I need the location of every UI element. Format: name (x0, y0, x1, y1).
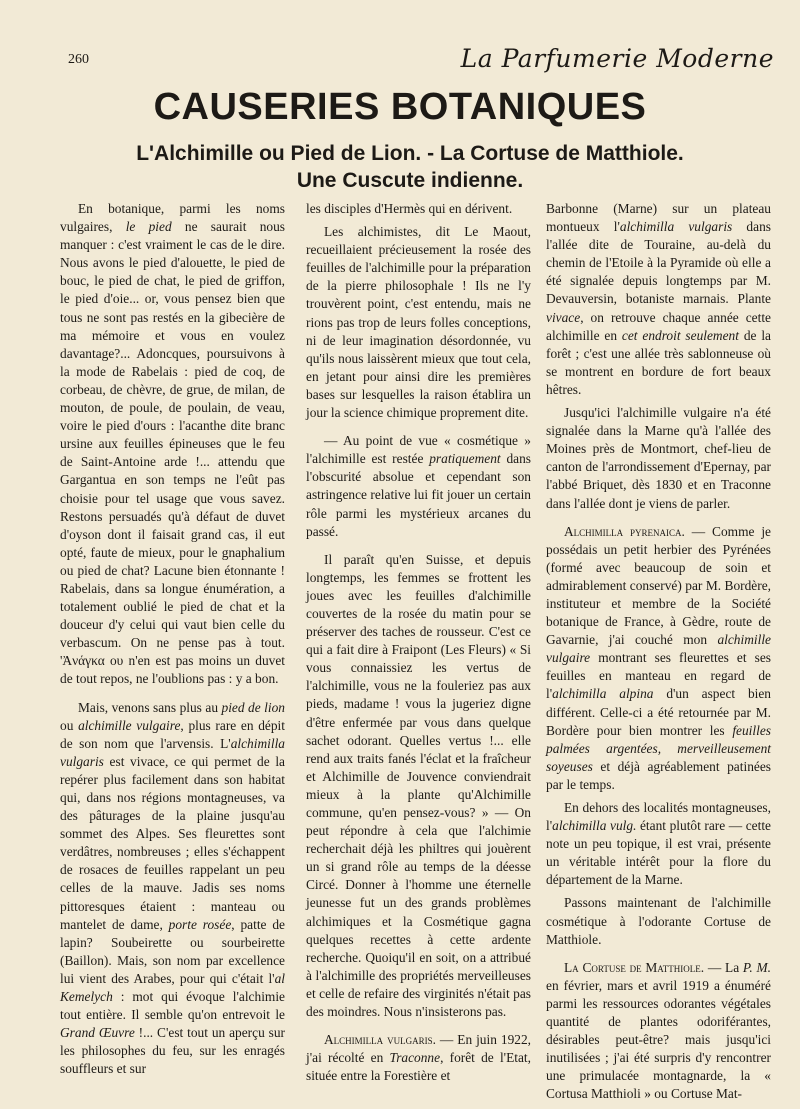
column-1 (60, 200, 285, 1084)
page-number: 260 (68, 52, 89, 67)
paragraph: Passons maintenant de l'alchimille cosmétique à l'odorante Cortuse de Matthiole. (546, 895, 771, 947)
column-2 (306, 200, 531, 1090)
paragraph: Il paraît qu'en Suisse, et depuis longtemps, les femmes se frottent les joues avec les feuilles d'alchimille couvertes de la rosée du matin pour se préserver des taches de rousseur. C'est ce qui a fait dire à Fraipont (Les Fleurs) « Si vous connaissiez les vertus de l'alchimille, vous ne la fouleriez pas aux pieds, madame ! vous la jugeriez digne d'être enfermée par vous dans quelque sachet odorant. Quelles vertus !... elle rend aux traits fanés l'éclat et la fraîcheur et Alchimille de Jouvence conviendrait mieux à la plante qu'Alchimille commune, qu'en pensez-vous? » — On peut répondre à cela que l'alchimie recherchait déjà les philtres qui jouèrent un si grand rôle au temps de la déesse Circé. Donner à l'homme une éternelle jeunesse fut un des grands problèmes alchimiques et la Cosmétique gagna quelques recettes à cette ardente recherche. Quoiqu'il en soit, on a attribué à l'alchimille des propriétés merveilleuses et celle de refaire des virginités n'était pas des moindres. Nous n'insisterons pas. (306, 551, 531, 1020)
journal-name: La Parfumerie Moderne (460, 44, 774, 73)
paragraph: Alchimilla vulgaris. — En juin 1922, j'ai récolté en Traconne, forêt de l'Etat, située entre la Forestière et (306, 1032, 531, 1084)
paragraph: Alchimilla pyrenaica. — Comme je possédais un petit herbier des Pyrénées (formé avec beaucoup de soin et admirablement conservé) par M. Bordère, instituteur et membre de la Société botanique de France, à Gèdre, route de Gavarnie, j'ai couché mon alchimille vulgaire montrant ses fleurettes et ses feuilles en manteau en regard de l'alchimilla alpina d'un aspect bien différent. Celle-ci a été retournée par M. Bordère pour bien montrer les feuilles palmées argentées, merveilleusement soyeuses et déjà agréablement patinées par le temps. (546, 523, 771, 792)
paragraph: les disciples d'Hermès qui en dérivent. (306, 201, 513, 216)
paragraph: Jusqu'ici l'alchimille vulgaire n'a été signalée dans la Marne qu'à l'allée des Moines près de Montmort, chef-lieu de canton de l'arrondissement d'Epernay, par l'abbé Briquet, dès 1830 et en Traconne dans l'allée dont je viens de parler. (546, 405, 771, 511)
paragraph: La Cortuse de Matthiole. — La P. M. en février, mars et avril 1919 a énuméré parmi les ressources odorantes végétales quantité de plantes odoriférantes, désirables peut-être? mais jusqu'ici inutilisées ; j'ai été surpris d'y rencontrer une primulacée montagnarde, la « Cortusa Matthioli » ou Cortuse Mat- (546, 959, 771, 1102)
column-3 (546, 200, 771, 1109)
paragraph: Les alchimistes, dit Le Maout, recueillaient précieusement la rosée des feuilles de l'alchimille pour la préparation de la pierre philosophale ! Ils ne l'y trouvèrent point, c'est entendu, mais ne rions pas trop de leurs folles conceptions, ni de leur imagination désordonnée, vu qu'ils nous laissèrent mieux que tout cela, en jetant pour ainsi dire les premières bases sur lesquelles la raison établira un jour la science chimique proprement dite. (306, 224, 531, 421)
subtitle-line-2: Une Cuscute indienne. (296, 169, 524, 192)
paragraph: En dehors des localités montagneuses, l'alchimilla vulg. étant plutôt rare — cette note un peu topique, il est vrai, présente un véritable intérêt pour la flore du département de la Marne. (546, 800, 771, 888)
paragraph: Mais, venons sans plus au pied de lion ou alchimille vulgaire, plus rare en dépit de son nom que l'arvensis. L'alchimilla vulgaris est vivace, ce qui permet de la repérer plus facilement dans son habitat qui, dans nos régions montagneuses, va des pâturages de la plaine jusqu'au sommet des Alpes. Ses fleurettes sont verdâtres, nombreuses ; elles s'échappent de rosaces de feuilles rappelant un peu celles de la mauve. Jadis ses noms pittoresques étaient : manteau ou mantelet de dame, porte rosée, patte de lapin? Soubeirette ou sourbeirette (Baillon). Mais, son nom par excellence lui vient des Arabes, pour qui c'était l'al Kemelych : mot qui évoque l'alchimie tout entière. Il semble qu'on entrevoit le Grand Œuvre !... C'est tout un aperçu sur les philosophes du feu, sur les enragés souffleurs et sur (60, 699, 286, 1077)
paragraph: — Au point de vue « cosmétique » l'alchimille est restée pratiquement dans l'obscurité absolue et cependant son astringence relative lui fit jouer un certain rôle parmi les mystérieux arcanes du passé. (306, 433, 531, 539)
paragraph: Barbonne (Marne) sur un plateau montueux l'alchimilla vulgaris dans l'allée dite de Touraine, au-delà du chemin de l'Etoile à la Pyramide où elle a été signalée depuis longtemps par M. Devauversin, botaniste marnais. Plante vivace, on retrouve chaque année cette alchimille en cet endroit seulement de la forêt ; c'est une allée très sablonneuse où se montrent en bordure de fort beaux hêtres. (546, 201, 771, 397)
article-subtitle (60, 140, 760, 194)
subtitle-line-1: L'Alchimille ou Pied de Lion. - La Cortuse de Matthiole. (136, 142, 684, 165)
article-title: CAUSERIES BOTANIQUES (153, 86, 647, 128)
paragraph: En botanique, parmi les noms vulgaires, le pied ne saurait nous manquer : c'est vraiment le cas de le dire. Nous avons le pied d'alouette, le pied de bouc, le pied de chat, le pied de griffon, le pied d'oie... or, vous pensez bien que tous ne sont pas restés en la gibecière de ma mémoire et vous en voulez davantage?... Adoncques, poursuivons à la mode de Rabelais : pied de coq, de corbeau, de chèvre, de grue, de milan, de mouton, de poule, de poulain, de veau, voire le pied d'ours : l'acanthe dite branc ursine aux feuilles épineuses que le feu de Saint-Antoine arde !... attendu que Gargantua en son temps ne l'eût pas choisie pour tel usage que vous savez. Restons persuadés qu'à défaut de duvet d'oyson dont il faisait grand cas, il eut opté, faute de mieux, pour le gnaphalium ou pied de chat? Lacune bien étonnante ! Rabelais, dans sa longue énumération, a totalement oublié le pied de chat et la douceur d'y celui qui vaut bien celle du verbascum. On ne pense pas à tout. 'Ἀνάγκα ου n'en est pas moins un duvet de tout repos, ne l'oublions pas : y a bon. (60, 201, 286, 687)
